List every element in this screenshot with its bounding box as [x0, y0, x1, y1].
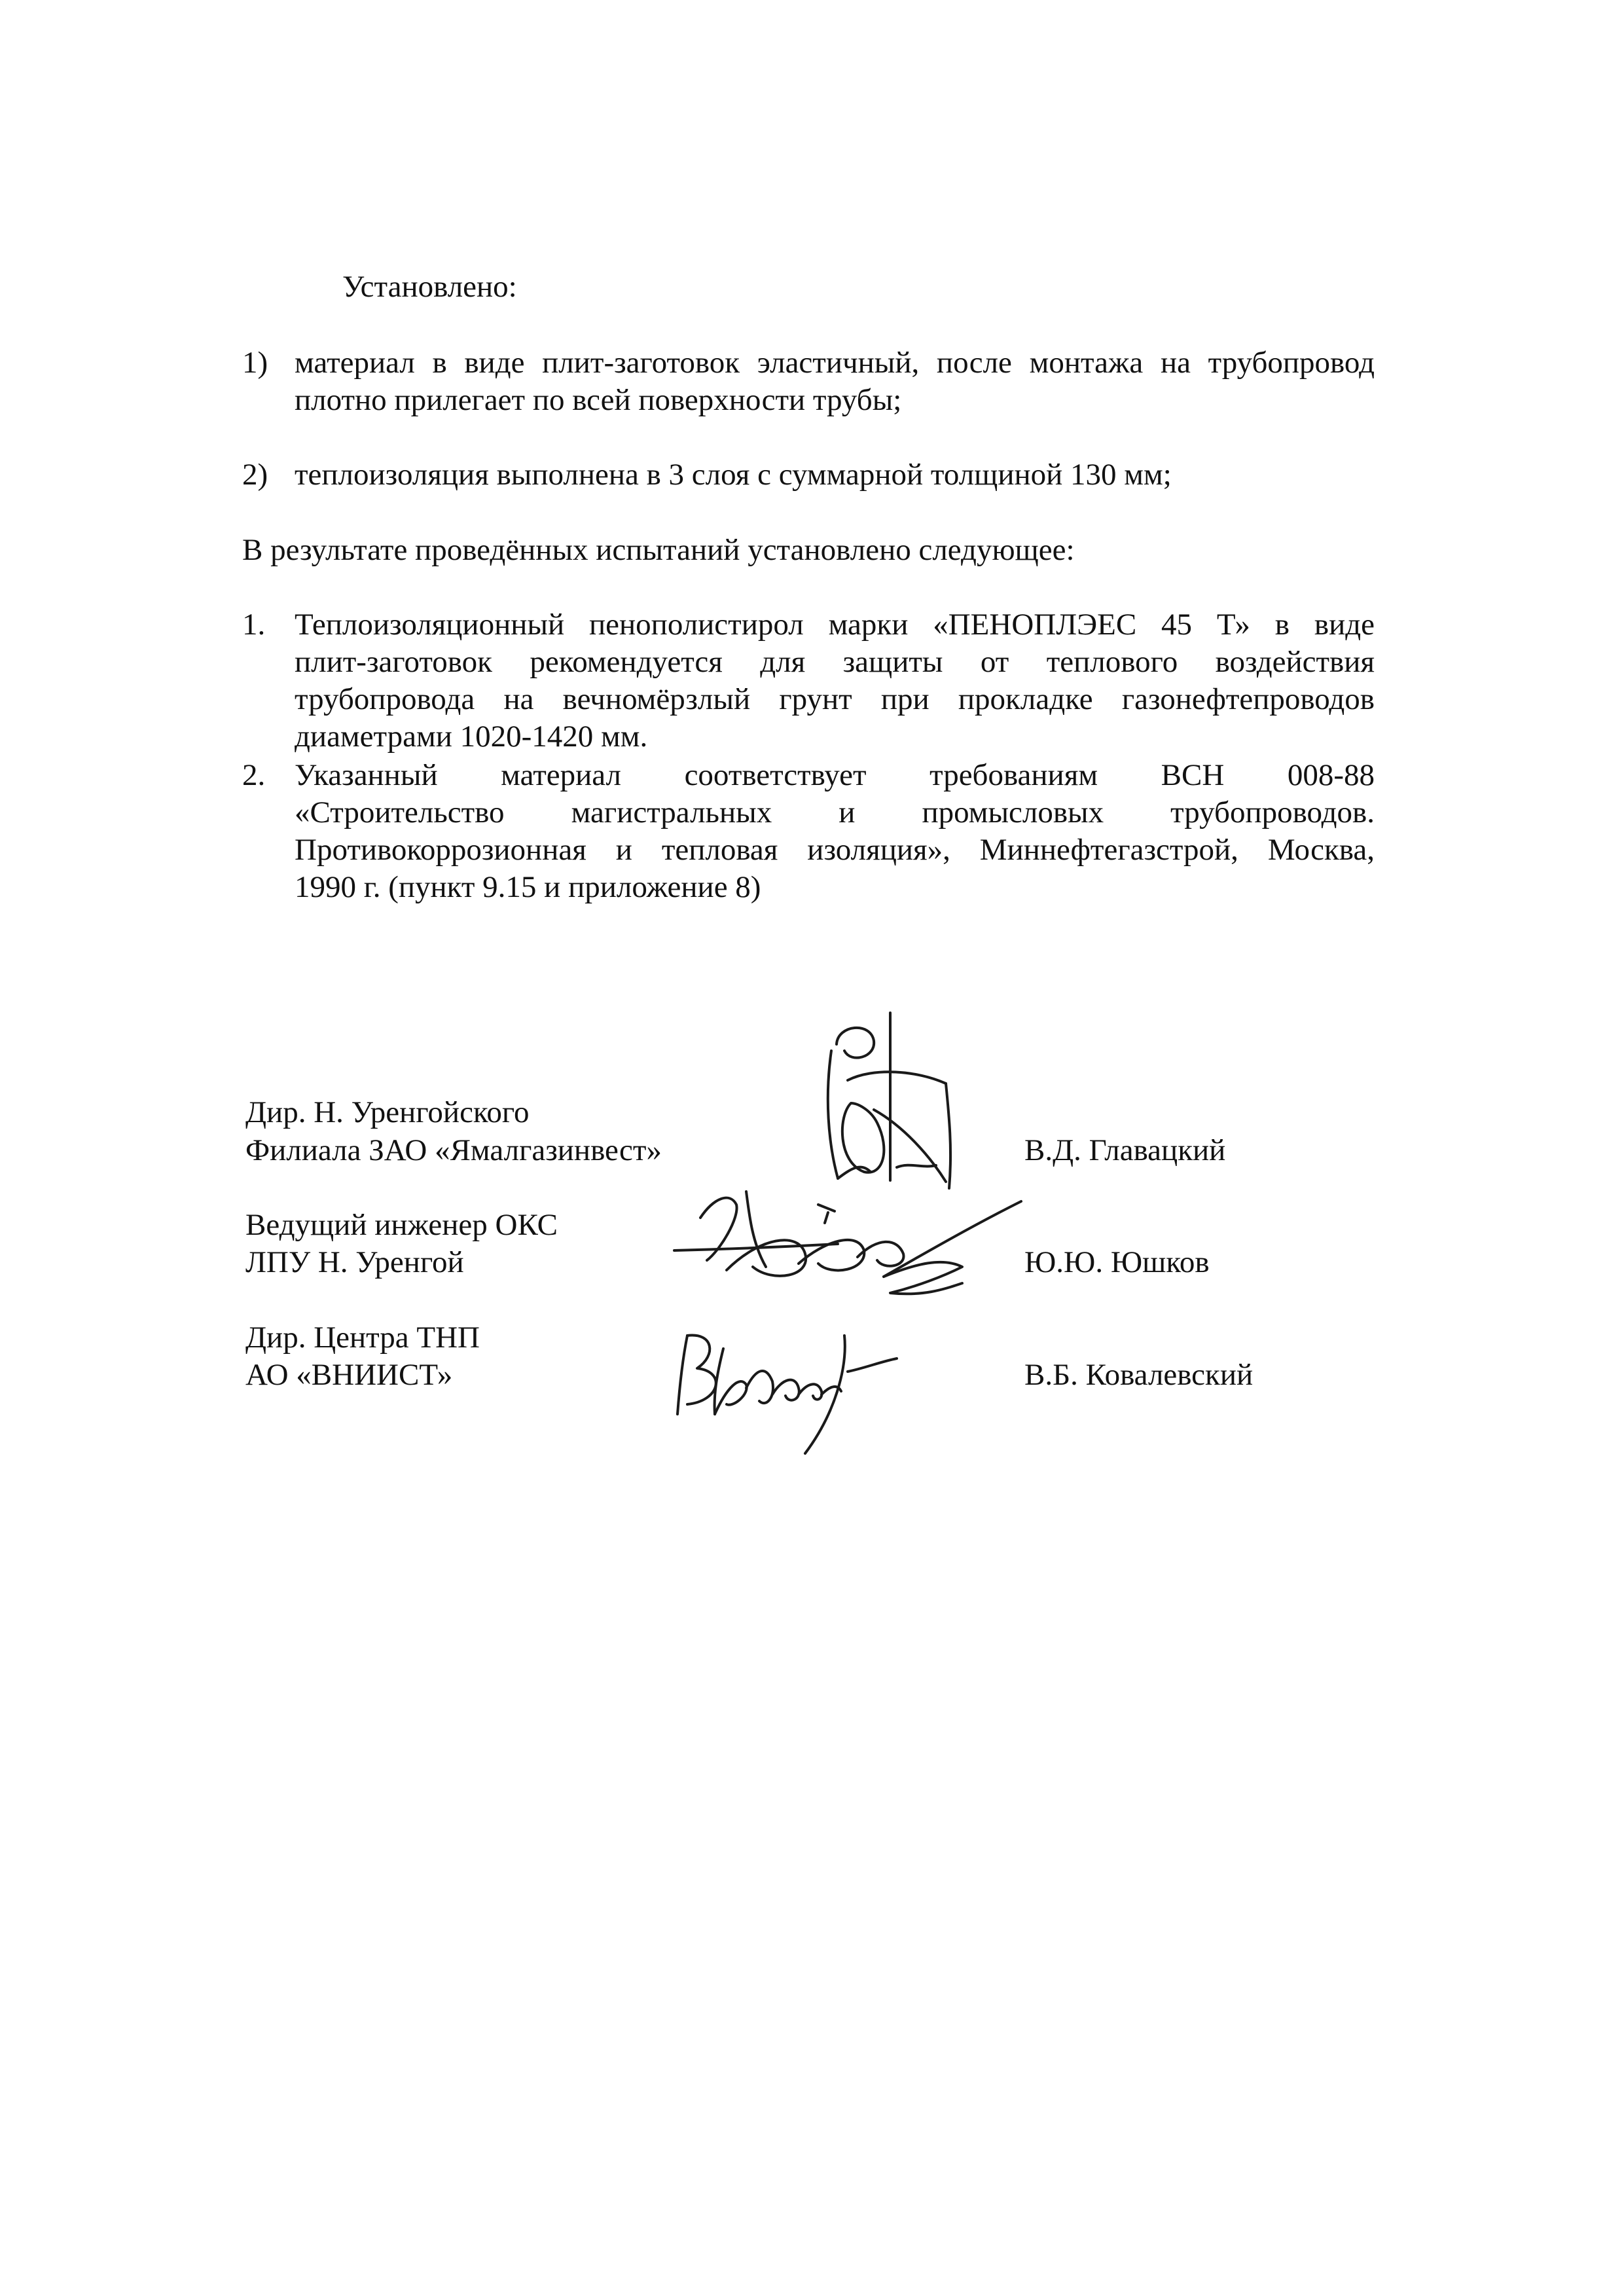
results-intro: В результате проведённых испытаний установлено следующее: [242, 533, 1075, 567]
signatory-2-position-line2: ЛПУ Н. Уренгой [245, 1245, 464, 1279]
finding-number: 2) [242, 458, 268, 492]
signatory-3-position-line1: Дир. Центра ТНП [245, 1321, 480, 1355]
conclusion-line: трубопровода на вечномёрзлый грунт при прокладке газонефтепроводов [295, 682, 1375, 716]
signatory-2-name: Ю.Ю. Юшков [1024, 1245, 1210, 1279]
conclusion-line: Указанный материал соответствует требованиям ВСН 008-88 [295, 758, 1375, 792]
conclusion-line: плит-заготовок рекомендуется для защиты от теплового воздействия [295, 645, 1375, 679]
signature-1-image [812, 1005, 982, 1201]
signatory-1-position-line1: Дир. Н. Уренгойского [245, 1095, 530, 1129]
signatory-1-name: В.Д. Главацкий [1024, 1133, 1226, 1167]
intro-heading: Установлено: [342, 270, 517, 304]
conclusion-number: 2. [242, 758, 266, 792]
conclusion-text [295, 606, 1375, 756]
signatory-2-position-line1: Ведущий инженер ОКС [245, 1208, 558, 1242]
conclusion-number: 1. [242, 608, 266, 642]
signature-2-image [668, 1178, 1034, 1316]
finding-line: теплоизоляция выполнена в 3 слоя с суммарной толщиной 130 мм; [295, 458, 1172, 492]
signature-3-image [668, 1322, 929, 1467]
conclusion-text [295, 757, 1375, 906]
signatory-1-position-line2: Филиала ЗАО «Ямалгазинвест» [245, 1133, 662, 1167]
signatory-3-position-line2: АО «ВНИИСТ» [245, 1358, 453, 1392]
finding-line: материал в виде плит-заготовок эластичный, после монтажа на трубопровод [295, 346, 1375, 380]
conclusion-line: Противокоррозионная и тепловая изоляция», Миннефтегазстрой, Москва, [295, 833, 1375, 867]
signatory-3-name: В.Б. Ковалевский [1024, 1358, 1254, 1392]
conclusion-line: Теплоизоляционный пенополистирол марки «ПЕНОПЛЭЕС 45 Т» в виде [295, 608, 1375, 642]
conclusion-line: 1990 г. (пункт 9.15 и приложение 8) [295, 870, 761, 904]
finding-text [295, 456, 1375, 494]
finding-line: плотно прилегает по всей поверхности трубы; [295, 383, 902, 417]
finding-text [295, 344, 1375, 419]
finding-number: 1) [242, 346, 268, 380]
conclusion-line: диаметрами 1020-1420 мм. [295, 720, 648, 754]
conclusion-line: «Строительство магистральных и промысловых трубопроводов. [295, 795, 1375, 829]
